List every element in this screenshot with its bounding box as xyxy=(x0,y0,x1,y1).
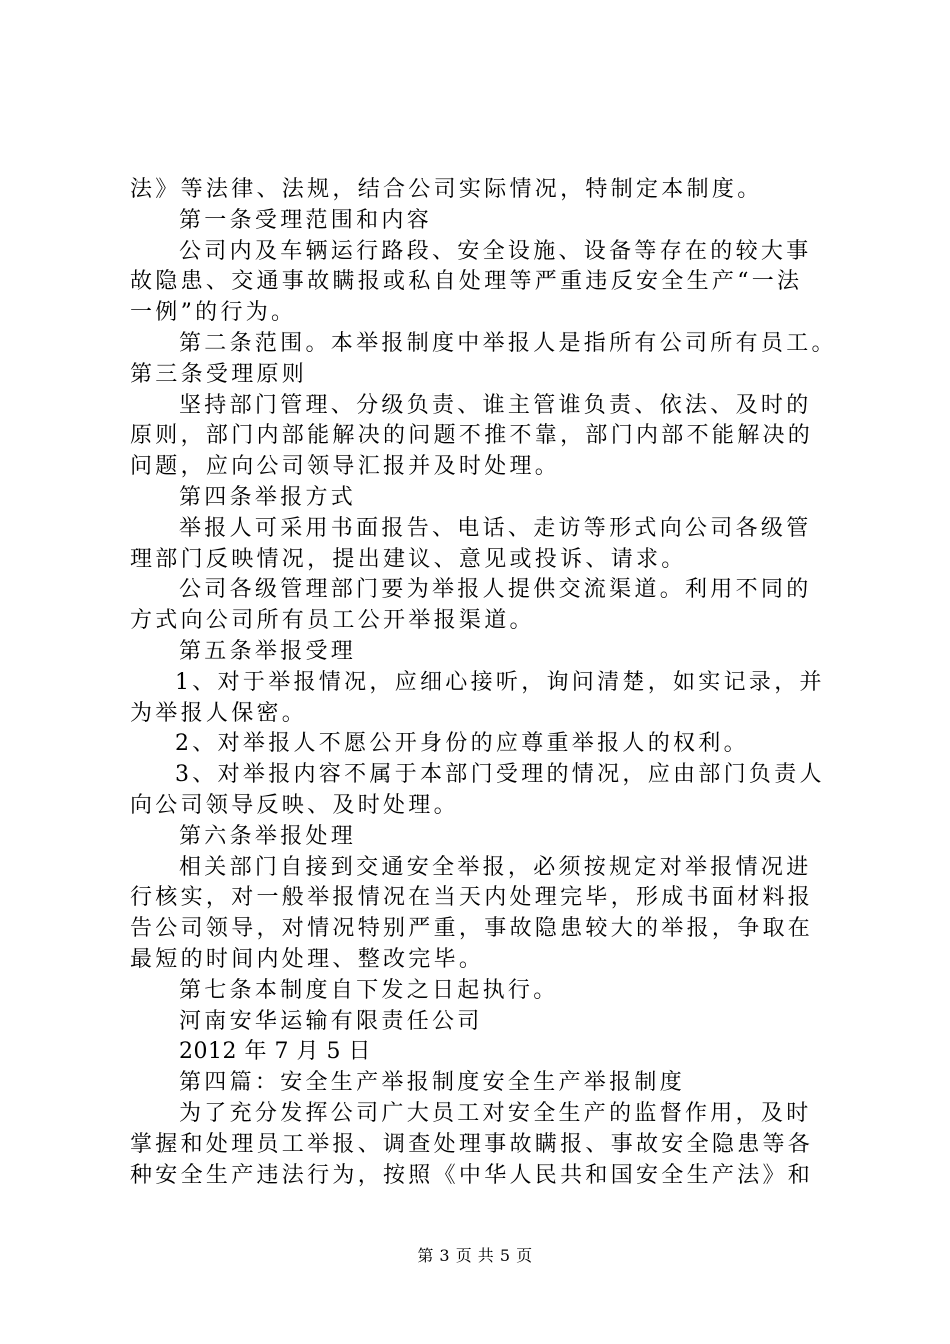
text-line: 最短的时间内处理、整改完毕。 xyxy=(130,946,485,972)
text-line: 法》等法律、法规，结合公司实际情况，特制定本制度。 xyxy=(130,177,763,202)
text-line: 掌握和处理员工举报、调查处理事故瞒报、事故安全隐患等各 xyxy=(130,1131,814,1157)
text-line: 第二条范围。本举报制度中举报人是指所有公司所有员工。 xyxy=(179,330,837,356)
document-body xyxy=(130,175,850,1191)
section-heading: 第四条举报方式 xyxy=(179,484,357,510)
text-line: 问题，应向公司领导汇报并及时处理。 xyxy=(130,454,561,480)
text-line: 第七条本制度自下发之日起执行。 xyxy=(179,977,559,1003)
text-line: 向公司领导反映、及时处理。 xyxy=(130,792,459,818)
section-heading: 第六条举报处理 xyxy=(179,823,357,849)
text-line: 理部门反映情况，提出建议、意见或投诉、请求。 xyxy=(130,546,687,572)
text-line: 公司内及车辆运行路段、安全设施、设备等存在的较大事 xyxy=(179,238,812,264)
list-item: 3、对举报内容不属于本部门受理的情况，应由部门负责人 xyxy=(175,762,825,788)
text-line: 种安全生产违法行为，按照《中华人民共和国安全生产法》和 xyxy=(130,1162,814,1188)
text-line: 公司各级管理部门要为举报人提供交流渠道。利用不同的 xyxy=(179,577,812,603)
section-heading: 第五条举报受理 xyxy=(179,638,357,664)
section-heading: 第一条受理范围和内容 xyxy=(179,207,433,233)
text-line: 原则，部门内部能解决的问题不推不靠，部门内部不能解决的 xyxy=(130,423,814,449)
document-date: 2012 年 7 月 5 日 xyxy=(179,1039,371,1065)
section-heading: 第三条受理原则 xyxy=(130,361,308,387)
text-line: 为举报人保密。 xyxy=(130,700,308,726)
company-name: 河南安华运输有限责任公司 xyxy=(179,1008,483,1034)
text-line: 行核实，对一般举报情况在当天内处理完毕，形成书面材料报 xyxy=(130,885,814,911)
text-line: 为了充分发挥公司广大员工对安全生产的监督作用，及时 xyxy=(179,1100,812,1126)
text-line: 一例”的行为。 xyxy=(130,300,297,326)
text-line: 相关部门自接到交通安全举报，必须按规定对举报情况进 xyxy=(179,854,812,880)
page-number-footer: 第 3 页 共 5 页 xyxy=(417,1246,533,1265)
text-line: 坚持部门管理、分级负责、谁主管谁负责、依法、及时的 xyxy=(179,392,812,418)
chapter-heading: 第四篇：安全生产举报制度安全生产举报制度 xyxy=(179,1070,686,1096)
text-line: 方式向公司所有员工公开举报渠道。 xyxy=(130,608,535,634)
list-item: 2、对举报人不愿公开身份的应尊重举报人的权利。 xyxy=(175,731,749,757)
list-item: 1、对于举报情况，应细心接听，询问清楚，如实记录，并 xyxy=(175,669,825,695)
text-line: 故隐患、交通事故瞒报或私自处理等严重违反安全生产“一法 xyxy=(130,269,803,295)
text-line: 告公司领导，对情况特别严重，事故隐患较大的举报，争取在 xyxy=(130,916,814,942)
text-line: 举报人可采用书面报告、电话、走访等形式向公司各级管 xyxy=(179,515,812,541)
